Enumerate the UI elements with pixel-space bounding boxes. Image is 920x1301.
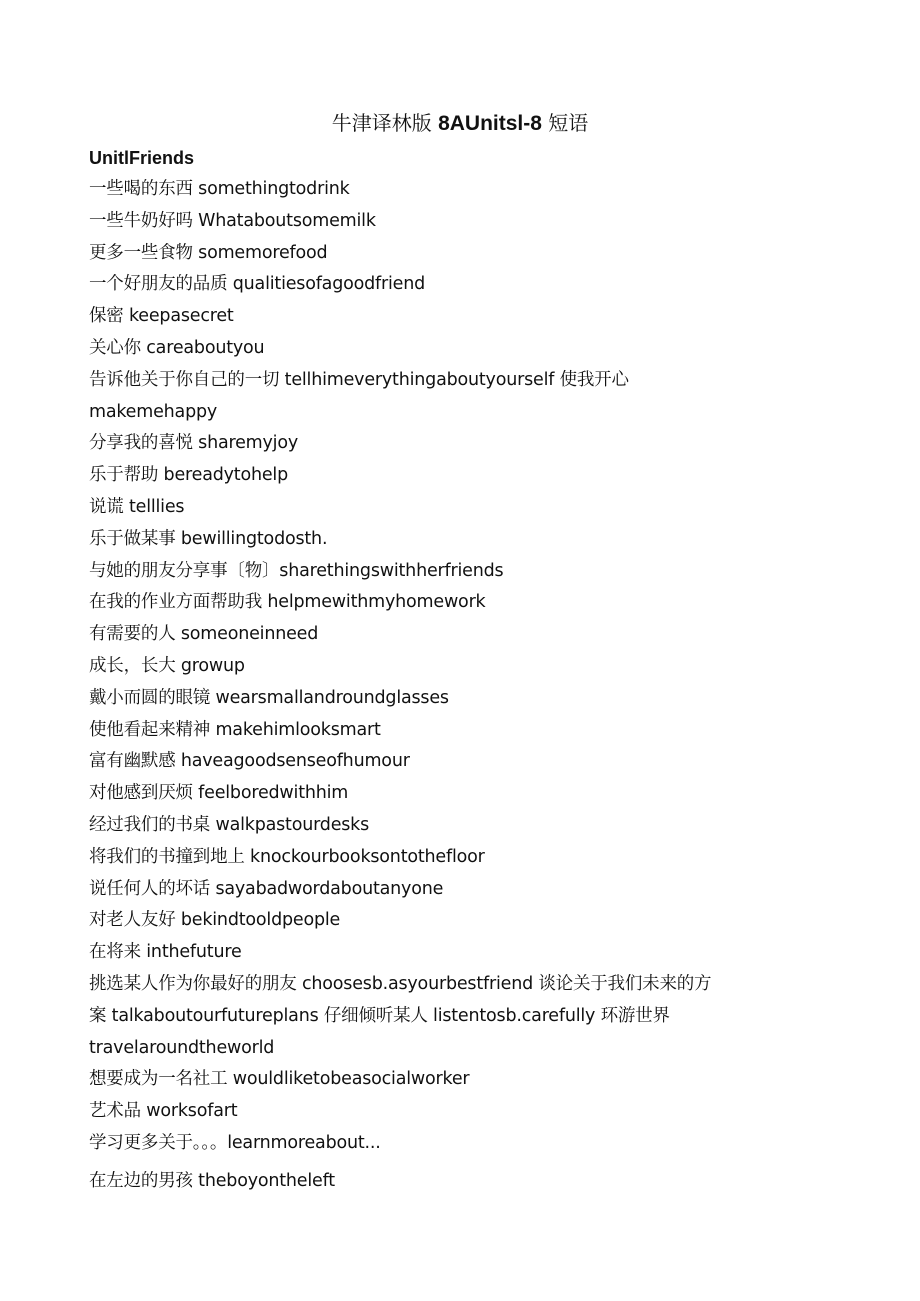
phrase-line: 戴小而圆的眼镜 wearsmallandroundglasses: [89, 687, 449, 708]
phrase-line: 对老人友好 bekindtooldpeople: [89, 910, 341, 931]
phrase-line: 一个好朋友的品质 qualitiesofagoodfriend: [89, 274, 426, 295]
phrase-line: 一些喝的东西 somethingtodrink: [89, 179, 350, 199]
phrase-line: 想要成为一名社工 wouldliketobeasocialworker: [89, 1069, 470, 1090]
phrase-line: 说任何人的坏话 sayabadwordaboutanyone: [89, 878, 444, 899]
phrase-line: 一些牛奶好吗 Whataboutsomemilk: [89, 210, 376, 231]
phrase-line: 对他感到厌烦 feelboredwithhim: [89, 783, 349, 804]
phrase-line: 在将来 inthefuture: [89, 942, 242, 963]
phrase-line: 将我们的书撞到地上 knockourbooksontothefloor: [89, 846, 485, 867]
section-title: UnitlFriends: [89, 148, 195, 168]
phrase-line: 富有幽默感 haveagoodsenseofhumour: [89, 751, 410, 772]
phrase-line: travelaroundtheworld: [89, 1037, 275, 1058]
document-title: [0, 106, 920, 141]
phrase-line: 关心你 careaboutyou: [89, 337, 265, 358]
phrase-line: 更多一些食物 somemorefood: [89, 242, 328, 263]
phrase-line: 告诉他关于你自己的一切 tellhimeverythingaboutyourself 使我开心: [89, 369, 629, 390]
title-suffix: 短语: [541, 111, 589, 135]
phrase-line: 说谎 telllies: [89, 496, 185, 517]
phrase-line: 经过我们的书桌 walkpastourdesks: [89, 814, 370, 835]
phrase-line: 成长，长大 growup: [89, 655, 245, 676]
phrase-line: makemehappy: [89, 401, 218, 422]
phrase-line: 艺术品 worksofart: [89, 1101, 238, 1122]
phrase-line: 与她的朋友分享事〔物〕sharethingswithherfriends: [89, 560, 504, 581]
phrase-line: 保密 keepasecret: [89, 306, 234, 327]
title-unit-range: 8AUnitsl-8: [438, 112, 542, 135]
phrase-line: 在我的作业方面帮助我 helpmewithmyhomework: [89, 592, 486, 613]
phrase-line: 乐于帮助 bereadytohelp: [89, 465, 288, 486]
phrase-line: 乐于做某事 bewillingtodosth.: [89, 528, 328, 549]
phrase-line: 在左边的男孩 theboyontheleft: [89, 1170, 335, 1191]
phrase-line: 挑选某人作为你最好的朋友 choosesb.asyourbestfriend 谈论关于我们未来的方: [89, 973, 712, 994]
title-prefix: 牛津译林版: [331, 111, 439, 135]
phrase-list: [89, 142, 769, 1198]
phrase-line: 案 talkaboutourfutureplans 仔细倾听某人 listentosb.carefully 环游世界: [89, 1005, 670, 1026]
phrase-line: 有需要的人 someoneinneed: [89, 624, 319, 645]
phrase-line: 学习更多关于。。。learnmoreabout...: [89, 1132, 381, 1153]
phrase-line: 使他看起来精神 makehimlooksmart: [89, 719, 381, 740]
phrase-line: 分享我的喜悦 sharemyjoy: [89, 433, 299, 454]
